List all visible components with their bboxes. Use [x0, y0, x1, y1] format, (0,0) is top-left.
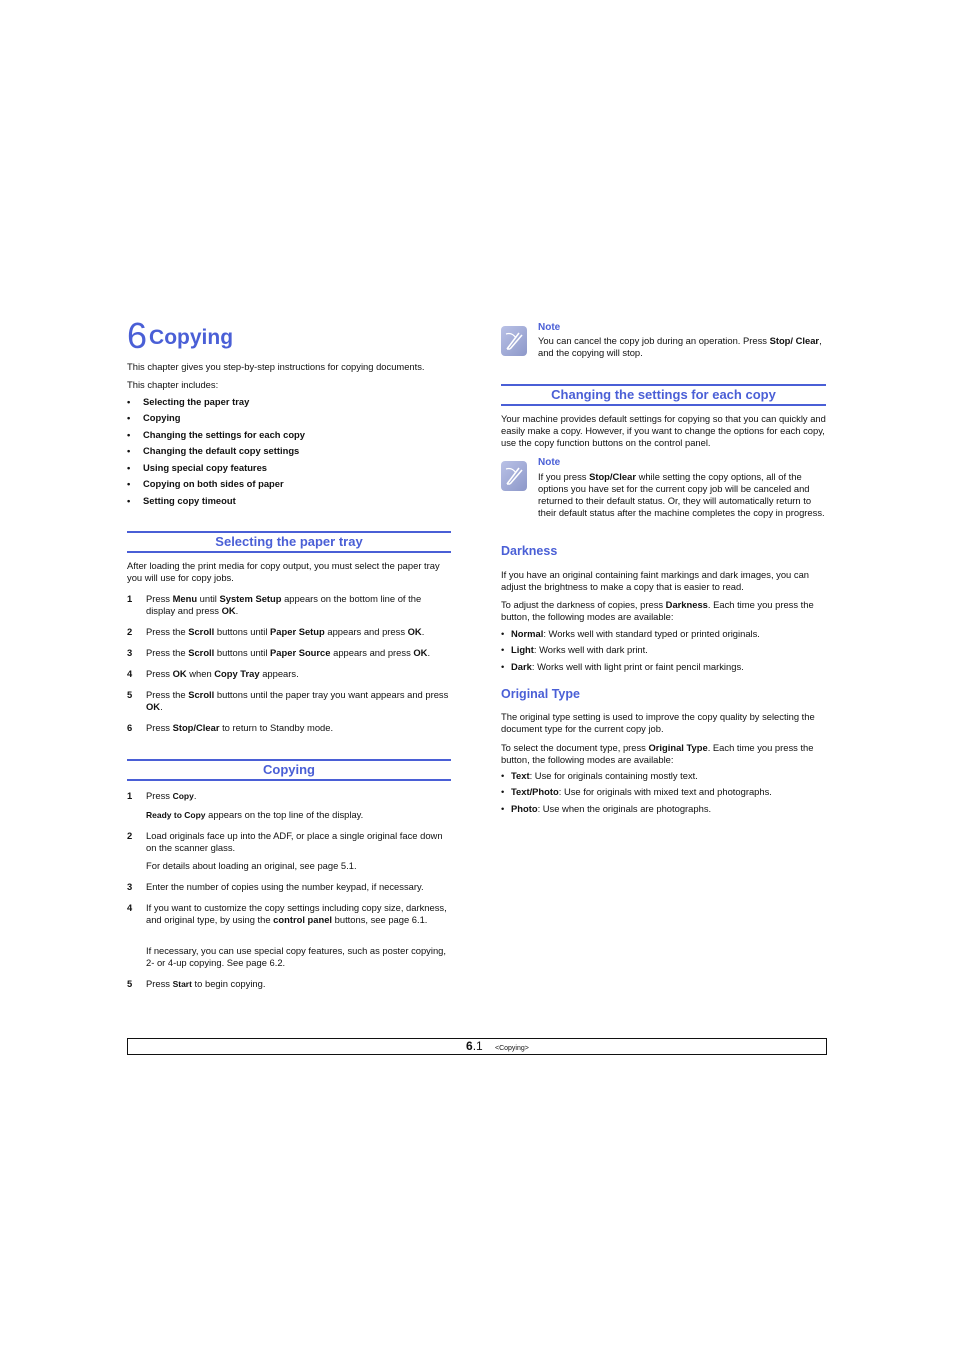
page-footer — [127, 1038, 827, 1055]
paper-tray-intro: After loading the print media for copy output, you must select the paper tray you will use for copy jobs. — [127, 560, 440, 583]
note-label: Note — [538, 457, 561, 468]
footer-label: <Copying> — [495, 1045, 529, 1052]
step: 3 Press the Scroll buttons until Paper Source appears and press OK. — [127, 647, 431, 658]
step: 4 Press OK when Copy Tray appears. — [127, 668, 299, 679]
chapter-number: 6 — [127, 315, 148, 356]
section-heading-settings: Changing the settings for each copy — [501, 384, 826, 406]
step: 2 Load originals face up into the ADF, or place a single original face down on the scanner glass. — [127, 830, 443, 853]
mode-item: • Text: Use for originals containing mostly text. — [501, 770, 698, 781]
note-text: If you press Stop/Clear while setting the copy options, all of the options you have set for the current copy job will be canceled and returned to their default status. Or, they will automatically return to their default status after the machine completes the copy in progress. — [538, 471, 825, 518]
step: 2 Press the Scroll buttons until Paper Setup appears and press OK. — [127, 626, 425, 637]
step: 1 Press Copy. — [127, 790, 197, 801]
toc-item: • Selecting the paper tray — [127, 396, 249, 408]
step: 4 If you want to customize the copy settings including copy size, darkness, and original type, by using the control panel buttons, see page 6.1. — [127, 902, 447, 925]
intro-text: This chapter gives you step-by-step instructions for copying documents. — [127, 361, 425, 372]
section-heading-paper-tray: Selecting the paper tray — [127, 531, 451, 553]
intro-includes: This chapter includes: — [127, 379, 219, 390]
mode-item: • Photo: Use when the originals are photographs. — [501, 803, 712, 814]
step: 3 Enter the number of copies using the number keypad, if necessary. — [127, 881, 424, 892]
note-label: Note — [538, 322, 561, 333]
toc-item: • Copying on both sides of paper — [127, 478, 284, 490]
chapter-name: Copying — [149, 326, 234, 349]
step-detail: Ready to Copy appears on the top line of the display. — [146, 809, 364, 820]
step: 6 Press Stop/Clear to return to Standby mode. — [127, 722, 334, 733]
toc-item: • Using special copy features — [127, 462, 267, 474]
section-heading-copying: Copying — [127, 759, 451, 781]
mode-item: • Dark: Works well with light print or faint pencil markings. — [501, 661, 744, 672]
step: 5 Press the Scroll buttons until the paper tray you want appears and press OK. — [127, 689, 449, 712]
chapter-title — [127, 314, 233, 358]
darkness-text: If you have an original containing faint markings and dark images, you can adjust the brightness to make a copy that is easier to read. — [501, 569, 809, 592]
toc-item: • Copying — [127, 412, 181, 424]
page-number: 6.1 — [466, 1039, 483, 1053]
settings-intro: Your machine provides default settings for copying so that you can quickly and easily make a copy. However, if you want to change the options for each copy, use the copy function buttons on the control panel. — [501, 413, 826, 448]
subheading-darkness: Darkness — [501, 544, 558, 558]
note-icon — [501, 461, 527, 491]
mode-item: • Normal: Works well with standard typed or printed originals. — [501, 628, 760, 639]
step-detail: For details about loading an original, see page 5.1. — [146, 860, 357, 871]
toc-item: • Setting copy timeout — [127, 495, 236, 507]
original-type-text: To select the document type, press Original Type. Each time you press the button, the following modes are available: — [501, 742, 814, 765]
darkness-text: To adjust the darkness of copies, press Darkness. Each time you press the button, the following modes are available: — [501, 599, 814, 622]
note-icon — [501, 326, 527, 356]
toc-item: • Changing the settings for each copy — [127, 429, 305, 441]
mode-item: • Text/Photo: Use for originals with mixed text and photographs. — [501, 786, 772, 797]
step-detail: If necessary, you can use special copy features, such as poster copying, 2- or 4-up copying. See page 6.2. — [146, 945, 446, 968]
toc-item: • Changing the default copy settings — [127, 445, 299, 457]
original-type-text: The original type setting is used to improve the copy quality by selecting the document type for the current copy job. — [501, 711, 815, 734]
mode-item: • Light: Works well with dark print. — [501, 644, 648, 655]
step: 1 Press Menu until System Setup appears on the bottom line of the display and press OK. — [127, 593, 422, 616]
note-text: You can cancel the copy job during an operation. Press Stop/ Clear, and the copying will stop. — [538, 335, 822, 358]
subheading-original-type: Original Type — [501, 687, 580, 701]
step: 5 Press Start to begin copying. — [127, 978, 266, 989]
